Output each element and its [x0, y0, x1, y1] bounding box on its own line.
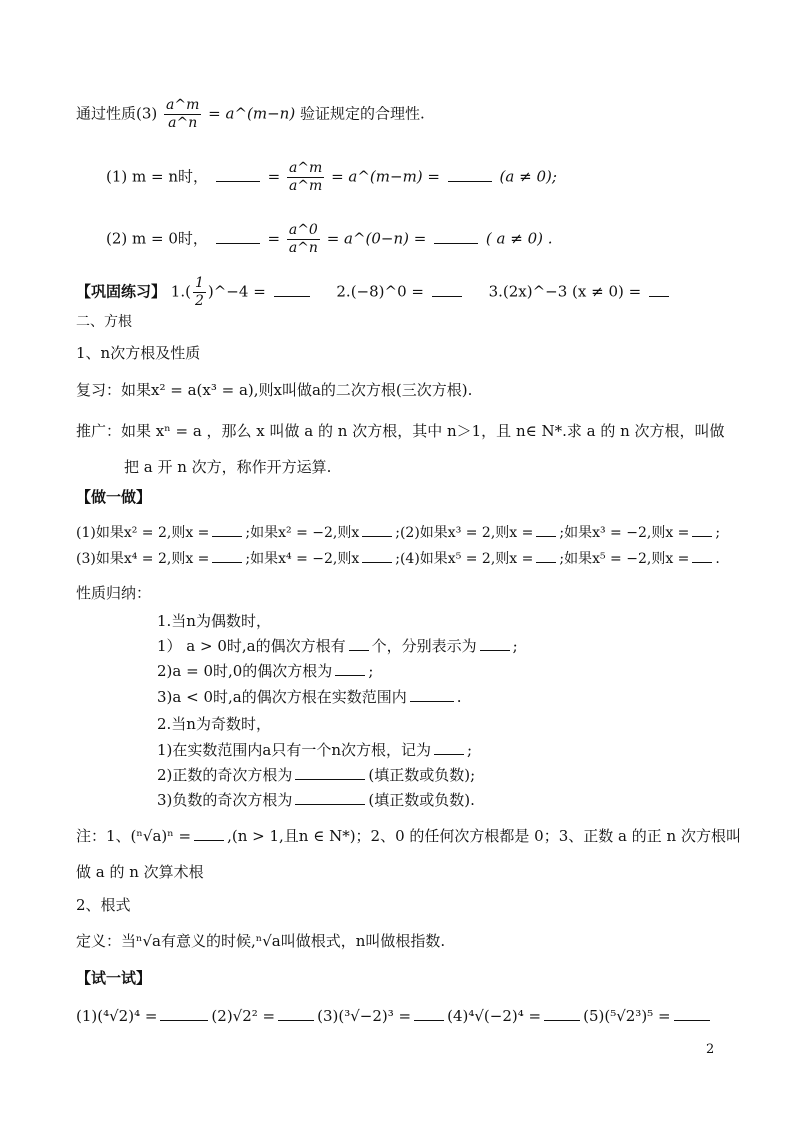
- odd2-blank[interactable]: [295, 765, 365, 780]
- practice-item1-fraction: $\frac{1}{2}$: [194, 275, 204, 309]
- summary-odd-2: 2)正数的奇次方根为 (填正数或负数);: [157, 766, 476, 784]
- practice-blank-1[interactable]: [274, 282, 310, 297]
- case1-equation: = a^(m−m) =: [331, 167, 440, 186]
- sub1-title: 1、n次方根及性质: [76, 344, 201, 362]
- practice-blank-2[interactable]: [432, 282, 462, 297]
- note-blank[interactable]: [194, 826, 224, 841]
- odd1-blank[interactable]: [434, 740, 464, 755]
- try-heading: 【做一做】: [76, 488, 152, 506]
- sub2-title: 2、根式: [76, 896, 131, 914]
- even1-blank-2[interactable]: [480, 636, 510, 651]
- intro-fraction: $\frac{a\^{}m}{a\^{}n}$: [166, 97, 200, 131]
- case2-label: (2) m = 0时，: [106, 229, 208, 248]
- case2-equation: = a^(0−n) =: [326, 229, 427, 248]
- generalize-line2: 把 a 开 n 次方，称作开方运算.: [124, 458, 332, 476]
- intro-equation: = a^(m−n): [208, 104, 296, 123]
- intro-line: [76, 97, 425, 132]
- summary-odd-3: 3)负数的奇次方根为 (填正数或负数).: [157, 791, 475, 809]
- try2-blank-4[interactable]: [544, 1006, 580, 1021]
- case2-blank-1[interactable]: [216, 229, 260, 244]
- page-number: 2: [706, 1042, 715, 1057]
- do-row1-blank-2[interactable]: [362, 522, 392, 537]
- practice-item3: 3.(2x)^−3 (x ≠ 0) =: [488, 282, 642, 301]
- generalize-line1: 推广：如果 xⁿ = a ，那么 x 叫做 a 的 n 次方根，其中 n＞1，且 n∈ N*.求 a 的 n 次方根，叫做: [76, 422, 725, 440]
- case2-blank-2[interactable]: [434, 229, 478, 244]
- case1-condition: (a ≠ 0);: [499, 167, 557, 186]
- try2-blank-5[interactable]: [674, 1006, 710, 1021]
- case2-line: (2) m = 0时， = $\frac{a\^{}0}{a\^{}n}$ = a^(0−n) = ( a ≠ 0) .: [106, 222, 553, 256]
- practice-item1-prefix: 1.(: [170, 282, 191, 301]
- summary-even-2: 2)a = 0时,0的偶次方根为 ;: [157, 662, 374, 680]
- try2-blank-3[interactable]: [414, 1006, 444, 1021]
- practice-item2: 2.(−8)^0 =: [336, 282, 424, 301]
- try2-blank-2[interactable]: [278, 1006, 314, 1021]
- summary-odd-1: 1)在实数范围内a只有一个n次方根，记为 ;: [157, 741, 473, 759]
- case1-blank-1[interactable]: [216, 167, 260, 182]
- practice-heading: 【巩固练习】: [76, 282, 167, 301]
- summary-heading: 性质归纳：: [76, 584, 152, 602]
- try2-row: (1)(⁴√2)⁴ = (2)√2² = (3)(³√−2)³ = (4)⁴√(−2)⁴ = (5)(⁵√2³)⁵ =: [76, 1006, 713, 1026]
- do-row1-blank-3[interactable]: [536, 522, 556, 537]
- do-row2-blank-4[interactable]: [692, 548, 712, 563]
- try2-heading: 【试一试】: [76, 969, 152, 987]
- even3-blank[interactable]: [410, 687, 454, 702]
- do-row2-blank-3[interactable]: [536, 548, 556, 563]
- case1-label: (1) m = n时，: [106, 167, 209, 186]
- note-line1: 注：1、(ⁿ√a)ⁿ = ,(n > 1,且n ∈ N*)；2、0 的任何次方根都是 0；3、正数 a 的正 n 次方根叫: [76, 827, 741, 845]
- do-row2-blank-2[interactable]: [362, 548, 392, 563]
- even1-blank-1[interactable]: [349, 636, 369, 651]
- case2-fraction: $\frac{a\^{}0}{a\^{}n}$: [288, 222, 318, 256]
- intro-text-before: 通过性质(3): [76, 104, 158, 123]
- review-text: 复习：如果x² = a(x³ = a),则x叫做a的二次方根(三次方根).: [76, 381, 473, 399]
- summary-odd-title: 2.当n为奇数时，: [157, 715, 271, 733]
- do-row2: (3)如果x⁴ = 2,则x = ;如果x⁴ = −2,则x ;(4)如果x⁵ = 2,则x = ;如果x⁵ = −2,则x = .: [76, 548, 720, 569]
- section2-title: 二、方根: [76, 314, 132, 330]
- case1-line: (1) m = n时， = $\frac{a\^{}m}{a\^{}m}$ = a^(m−m) = (a ≠ 0);: [106, 160, 557, 194]
- do-row1: (1)如果x² = 2,则x = ;如果x² = −2,则x ;(2)如果x³ = 2,则x = ;如果x³ = −2,则x = ;: [76, 522, 720, 543]
- case1-fraction: $\frac{a\^{}m}{a\^{}m}$: [288, 160, 323, 194]
- odd3-blank[interactable]: [295, 790, 365, 805]
- intro-text-after: 验证规定的合理性.: [299, 104, 425, 123]
- do-row2-blank-1[interactable]: [212, 548, 242, 563]
- even2-blank[interactable]: [335, 661, 365, 676]
- practice-blank-3[interactable]: [649, 282, 669, 297]
- do-row1-blank-1[interactable]: [212, 522, 242, 537]
- practice-item1-suffix: )^−4 =: [207, 282, 266, 301]
- summary-even-3: 3)a < 0时,a的偶次方根在实数范围内 .: [157, 688, 462, 706]
- try2-blank-1[interactable]: [160, 1006, 208, 1021]
- summary-even-title: 1.当n为偶数时，: [157, 612, 271, 630]
- definition-text: 定义：当ⁿ√a有意义的时候,ⁿ√a叫做根式，n叫做根指数.: [76, 932, 446, 950]
- do-row1-blank-4[interactable]: [692, 522, 712, 537]
- summary-even-1: 1） a > 0时,a的偶次方根有 个，分别表示为 ;: [157, 637, 518, 655]
- case2-condition: ( a ≠ 0) .: [485, 229, 553, 248]
- note-line2: 做 a 的 n 次算术根: [76, 863, 204, 881]
- practice-line: [76, 275, 672, 310]
- case1-blank-2[interactable]: [448, 167, 492, 182]
